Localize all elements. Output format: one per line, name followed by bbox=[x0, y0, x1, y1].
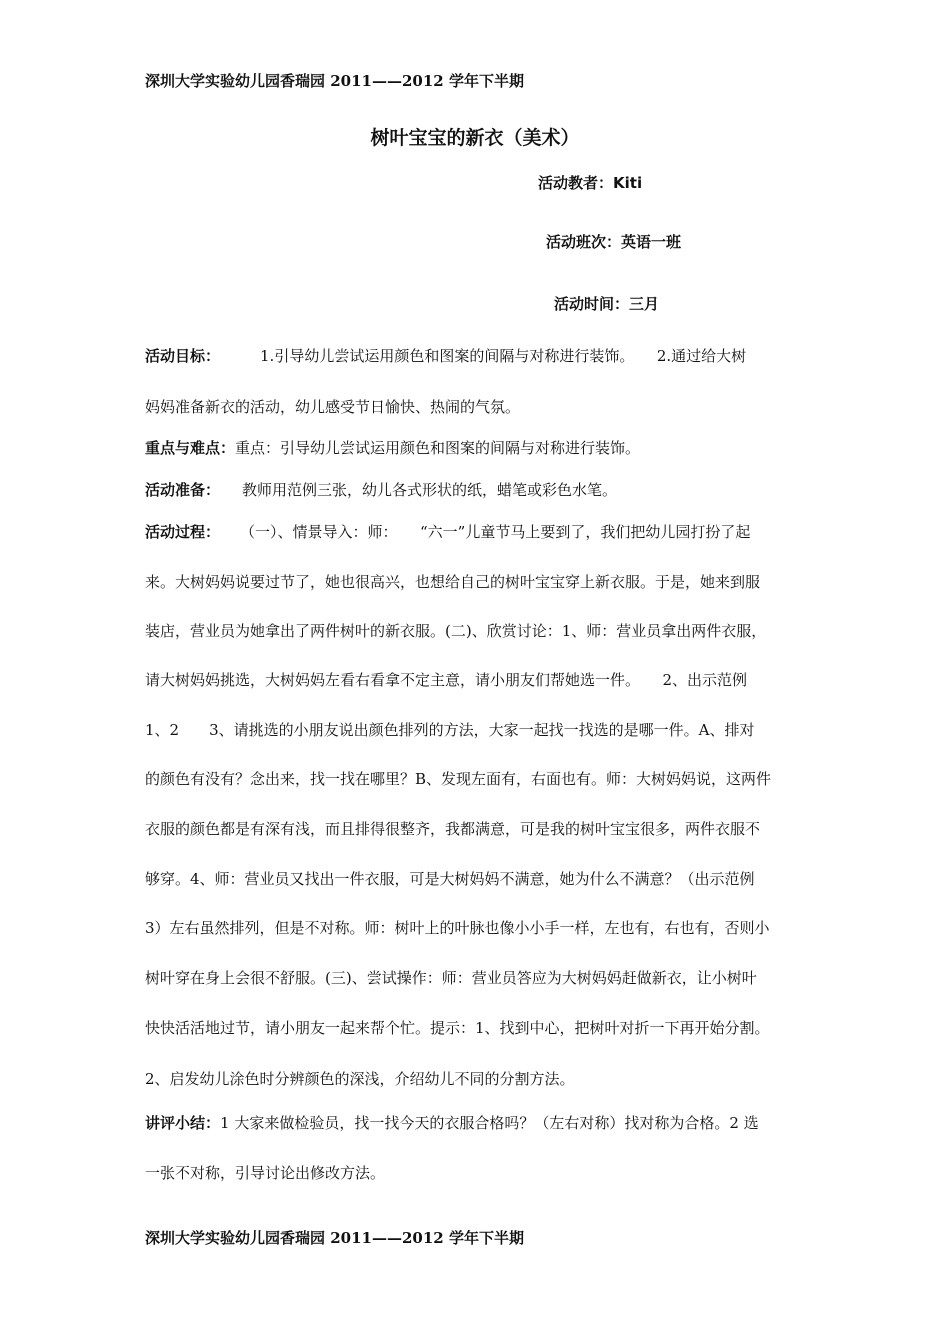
goals-label: 活动目标： bbox=[145, 347, 221, 365]
goals-line-2: 妈妈准备新衣的活动，幼儿感受节日愉快、热闹的气氛。 bbox=[145, 398, 521, 416]
process-line-2: 来。大树妈妈说要过节了，她也很高兴，也想给自己的树叶宝宝穿上新衣服。于是，她来到服 bbox=[145, 573, 761, 591]
key-text: 重点：引导幼儿尝试运用颜色和图案的间隔与对称进行装饰。 bbox=[235, 439, 641, 457]
process-line-12: 2、启发幼儿涂色时分辨颜色的深浅，介绍幼儿不同的分割方法。 bbox=[145, 1070, 575, 1088]
process-text-1: （一）、情景导入：师： “六一”儿童节马上要到了，我们把幼儿园打扮了起 bbox=[240, 523, 751, 541]
summary-line-1 bbox=[145, 1112, 810, 1133]
prep-label: 活动准备： bbox=[145, 481, 221, 499]
process-line-6: 的颜色有没有？念出来，找一找在哪里？B、发现左面有，右面也有。师：大树妈妈说，这两件 bbox=[145, 770, 772, 788]
goals-text-1: 1.引导幼儿尝试运用颜色和图案的间隔与对称进行装饰。 2.通过给大树 bbox=[260, 347, 747, 365]
summary-label: 讲评小结： bbox=[145, 1114, 221, 1132]
teacher-label: 活动教者： bbox=[538, 174, 614, 192]
teacher-value: Kiti bbox=[613, 174, 643, 192]
summary-text-1: 1 大家来做检验员，找一找今天的衣服合格吗？（左右对称）找对称为合格。2 选 bbox=[220, 1114, 759, 1132]
class-line bbox=[546, 231, 681, 252]
process-line-1 bbox=[145, 521, 810, 542]
document-title: 树叶宝宝的新衣（美术） bbox=[370, 127, 580, 149]
process-line-9: 3）左右虽然排列，但是不对称。师：树叶上的叶脉也像小小手一样，左也有，右也有，否则小 bbox=[145, 919, 770, 937]
process-line-7: 衣服的颜色都是有深有浅，而且排得很整齐，我都满意，可是我的树叶宝宝很多，两件衣服不 bbox=[145, 820, 761, 838]
class-label: 活动班次： bbox=[546, 233, 622, 251]
class-value: 英语一班 bbox=[621, 233, 682, 251]
process-label: 活动过程： bbox=[145, 523, 221, 541]
time-value: 三月 bbox=[629, 295, 660, 313]
summary-line-2: 一张不对称，引导讨论出修改方法。 bbox=[145, 1164, 386, 1182]
process-line-3: 装店，营业员为她拿出了两件树叶的新衣服。(二)、欣赏讨论：1、师：营业员拿出两件衣服， bbox=[145, 622, 767, 640]
time-label: 活动时间： bbox=[554, 295, 630, 313]
goals-line-1 bbox=[145, 345, 810, 366]
process-line-4: 请大树妈妈挑选，大树妈妈左看右看拿不定主意，请小朋友们帮她选一件。 2、出示范例 bbox=[145, 671, 748, 689]
process-line-8: 够穿。4、师：营业员又找出一件衣服，可是大树妈妈不满意，她为什么不满意？（出示范例 bbox=[145, 870, 755, 888]
page-footer-header: 深圳大学实验幼儿园香瑞园 2011——2012 学年下半期 bbox=[145, 1229, 524, 1247]
page-header: 深圳大学实验幼儿园香瑞园 2011——2012 学年下半期 bbox=[145, 72, 524, 90]
key-points bbox=[145, 437, 810, 458]
key-label: 重点与难点： bbox=[145, 439, 236, 457]
time-line bbox=[554, 293, 659, 314]
teacher-line bbox=[538, 172, 642, 193]
process-line-10: 树叶穿在身上会很不舒服。(三)、尝试操作：师：营业员答应为大树妈妈赶做新衣，让小树叶 bbox=[145, 969, 757, 987]
prep-text: 教师用范例三张，幼儿各式形状的纸，蜡笔或彩色水笔。 bbox=[242, 481, 618, 499]
preparation bbox=[145, 479, 810, 500]
process-line-5: 1、2 3、请挑选的小朋友说出颜色排列的方法，大家一起找一找选的是哪一件。A、排对 bbox=[145, 721, 755, 739]
process-line-11: 快快活活地过节，请小朋友一起来帮个忙。提示：1、找到中心，把树叶对折一下再开始分割。 bbox=[145, 1019, 770, 1037]
